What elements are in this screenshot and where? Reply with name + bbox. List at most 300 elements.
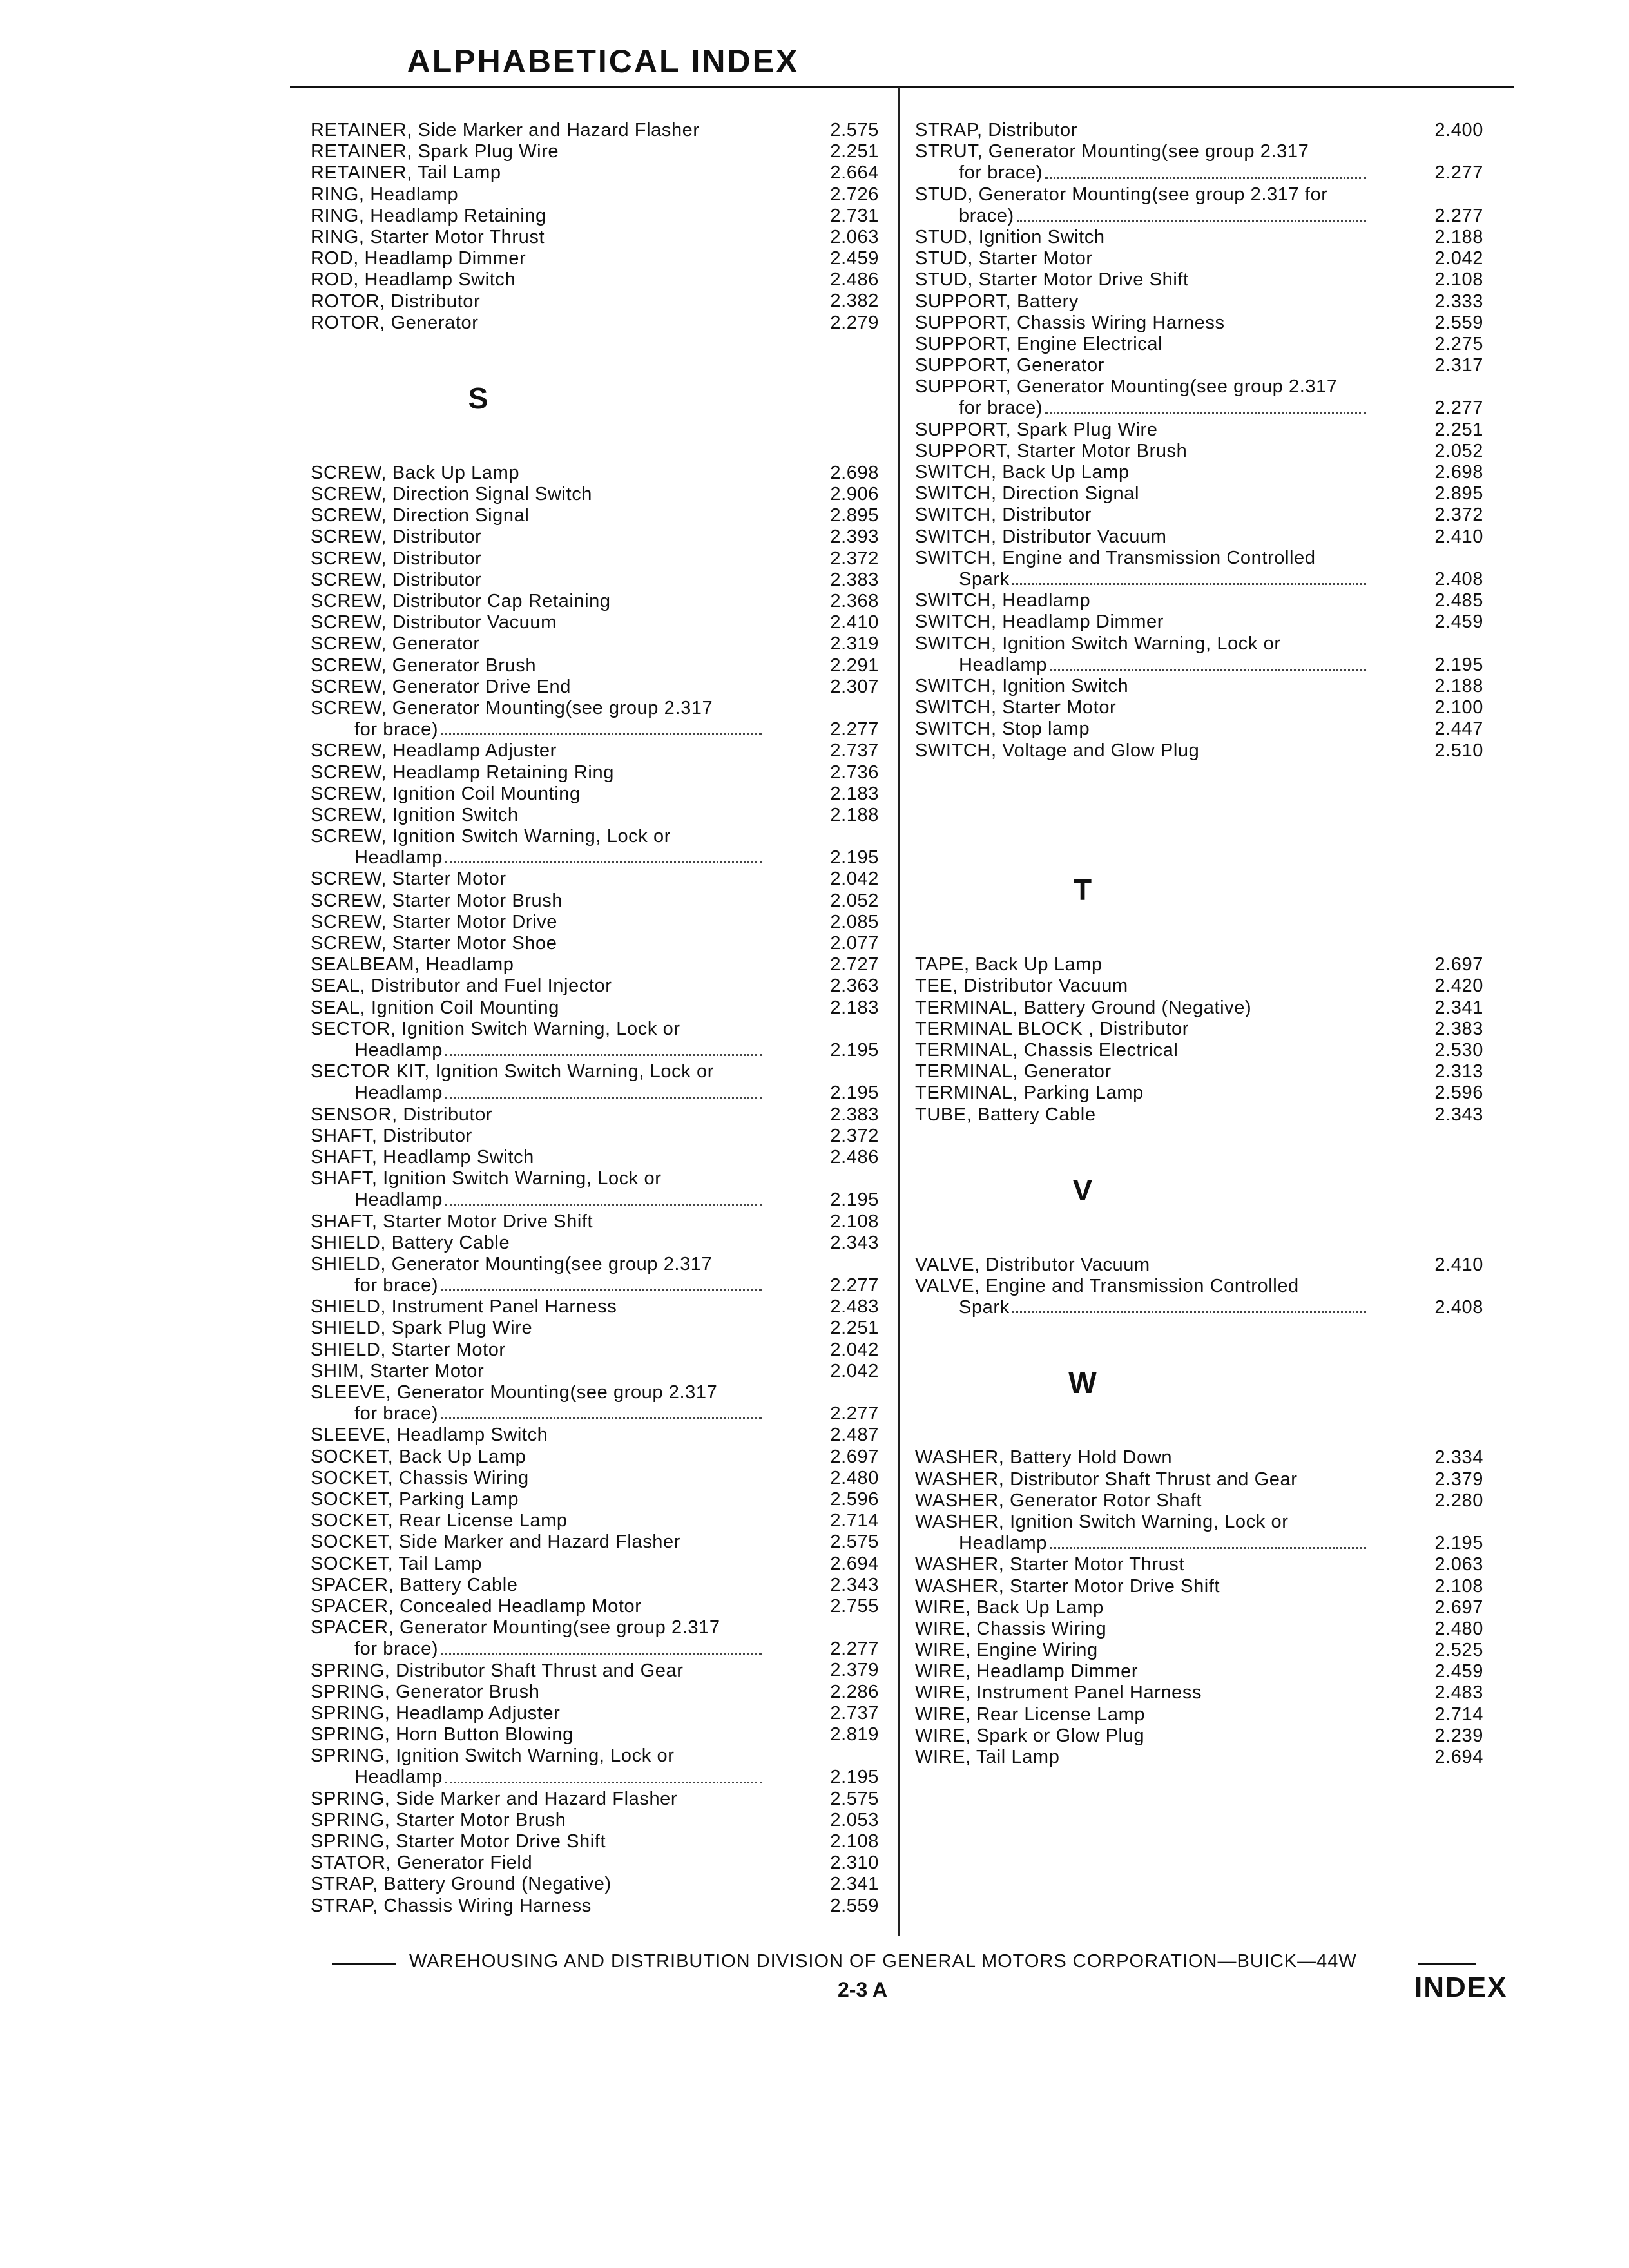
index-entry [311, 1575, 891, 1596]
page-reference: 2.694 [830, 1553, 879, 1574]
entry-text: SPACER, Generator Mounting(see group 2.317 [311, 1617, 720, 1639]
entry-text: SWITCH, Distributor [915, 505, 1092, 526]
page-reference: 2.486 [830, 1146, 879, 1168]
index-entry [915, 1019, 1495, 1040]
index-entry [311, 1340, 891, 1361]
entry-text: SUPPORT, Engine Electrical [915, 333, 1163, 354]
entry-text: SEAL, Ignition Coil Mounting [311, 997, 559, 1018]
index-entry [915, 269, 1495, 291]
page-reference: 2.559 [1434, 312, 1483, 333]
index-entry [311, 248, 891, 269]
entry-text: TERMINAL BLOCK , Distributor [915, 1018, 1190, 1039]
index-entry [915, 483, 1495, 505]
entry-text: SCREW, Generator Drive End [311, 676, 572, 697]
index-entry [915, 1704, 1495, 1725]
page-reference: 2.341 [1434, 997, 1483, 1018]
page-reference: 2.383 [1434, 1018, 1483, 1039]
index-entry [915, 248, 1495, 269]
entry-text: WIRE, Back Up Lamp [915, 1597, 1104, 1618]
entry-continuation: for brace) [354, 719, 439, 740]
page-reference: 2.195 [830, 1767, 879, 1788]
entry-text: SWITCH, Ignition Switch Warning, Lock or [915, 633, 1281, 654]
index-entry [311, 269, 891, 291]
index-entry [311, 890, 891, 912]
page-reference: 2.343 [830, 1574, 879, 1595]
page-reference: 2.343 [830, 1232, 879, 1253]
page-reference: 2.393 [830, 526, 879, 548]
entry-text: SCREW, Distributor Vacuum [311, 612, 557, 633]
entry-continuation: Headlamp [959, 654, 1047, 675]
entry-text: SPRING, Starter Motor Brush [311, 1809, 566, 1831]
index-entry [915, 227, 1495, 248]
page-reference: 2.485 [1434, 590, 1483, 611]
index-entry [311, 1318, 891, 1339]
entry-text: SUPPORT, Spark Plug Wire [915, 419, 1158, 440]
entry-text: WASHER, Starter Motor Drive Shift [915, 1575, 1220, 1597]
entry-text: SCREW, Starter Motor Brush [311, 890, 563, 911]
index-entry [915, 1447, 1495, 1468]
index-entry [311, 1810, 891, 1831]
page-reference: 2.343 [1434, 1104, 1483, 1125]
page-reference: 2.372 [1434, 505, 1483, 526]
page-reference: 2.697 [1434, 1597, 1483, 1618]
entry-text: SEALBEAM, Headlamp [311, 954, 514, 975]
index-entry [915, 291, 1495, 312]
page-reference: 2.559 [830, 1895, 879, 1916]
page-reference: 2.664 [830, 162, 879, 184]
page-reference: 2.596 [1434, 1082, 1483, 1104]
page-reference: 2.108 [1434, 269, 1483, 291]
section-letter: S [468, 381, 488, 415]
page-reference: 2.334 [1434, 1447, 1483, 1468]
entry-text: SHIELD, Generator Mounting(see group 2.317 [311, 1253, 713, 1274]
index-entry [915, 548, 1495, 590]
page-reference: 2.275 [1434, 333, 1483, 354]
page-reference: 2.239 [1434, 1725, 1483, 1746]
entry-text: SPRING, Starter Motor Drive Shift [311, 1831, 606, 1852]
index-entry [311, 141, 891, 162]
entry-continuation: for brace) [354, 1275, 439, 1296]
page-reference: 2.400 [1434, 119, 1483, 140]
index-entry [915, 611, 1495, 633]
entry-text: STUD, Starter Motor [915, 248, 1093, 269]
index-entry [311, 740, 891, 762]
index-entry [311, 1468, 891, 1489]
index-entry [311, 312, 891, 334]
dot-leaders [1050, 1547, 1366, 1549]
page-reference: 2.379 [1434, 1468, 1483, 1490]
index-entry [915, 1576, 1495, 1597]
index-entry [311, 1168, 891, 1211]
dot-leaders [441, 1289, 762, 1291]
index-entry [311, 120, 891, 141]
page-reference: 2.480 [830, 1467, 879, 1488]
index-entry [311, 1703, 891, 1724]
entry-text: RING, Starter Motor Thrust [311, 226, 545, 247]
entry-continuation: brace) [959, 205, 1014, 226]
index-entry [915, 1469, 1495, 1490]
entry-continuation: Headlamp [959, 1533, 1047, 1554]
dot-leaders [441, 1418, 762, 1419]
index-entry [311, 612, 891, 633]
page-reference: 2.100 [1434, 697, 1483, 718]
entry-text: WIRE, Tail Lamp [915, 1747, 1060, 1768]
entry-continuation: Headlamp [354, 1039, 443, 1061]
page-reference: 2.575 [830, 1788, 879, 1809]
page-reference: 2.410 [1434, 526, 1483, 547]
entry-text: SUPPORT, Generator [915, 355, 1104, 376]
index-entry [915, 1061, 1495, 1082]
entry-continuation: for brace) [354, 1403, 439, 1425]
page-reference: 2.372 [830, 548, 879, 569]
page-reference: 2.383 [830, 1104, 879, 1125]
entry-continuation: for brace) [959, 398, 1043, 419]
entry-text: SWITCH, Voltage and Glow Plug [915, 740, 1200, 761]
entry-text: SCREW, Ignition Switch Warning, Lock or [311, 826, 671, 847]
index-entry [311, 591, 891, 612]
page-reference: 2.042 [830, 1339, 879, 1360]
entry-continuation: Headlamp [354, 847, 443, 869]
entry-text: SPACER, Concealed Headlamp Motor [311, 1595, 642, 1617]
entry-text: ROD, Headlamp Switch [311, 269, 516, 291]
footer [332, 1951, 1492, 1977]
page-reference: 2.727 [830, 954, 879, 975]
entry-text: ROTOR, Generator [311, 312, 479, 333]
index-entry [311, 933, 891, 954]
section-letter: W [1068, 1366, 1097, 1400]
entry-text: RETAINER, Tail Lamp [311, 162, 501, 184]
entry-text: STUD, Generator Mounting(see group 2.317 for [915, 184, 1328, 205]
page-reference: 2.410 [1434, 1254, 1483, 1275]
entry-text: SOCKET, Parking Lamp [311, 1488, 519, 1510]
entry-continuation: for brace) [354, 1639, 439, 1660]
entry-text: WASHER, Distributor Shaft Thrust and Gear [915, 1468, 1298, 1490]
entry-text: WASHER, Starter Motor Thrust [915, 1554, 1185, 1575]
entry-text: SCREW, Headlamp Adjuster [311, 740, 557, 762]
page-reference: 2.819 [830, 1724, 879, 1745]
page-reference: 2.575 [830, 1532, 879, 1553]
entry-text: WASHER, Battery Hold Down [915, 1447, 1173, 1468]
entry-text: SWITCH, Direction Signal [915, 483, 1139, 505]
page-reference: 2.731 [830, 205, 879, 226]
page-reference: 2.408 [1434, 1297, 1483, 1318]
entry-text: SPACER, Battery Cable [311, 1574, 518, 1595]
page-reference: 2.183 [830, 783, 879, 804]
entry-text: WIRE, Engine Wiring [915, 1640, 1098, 1661]
page-reference: 2.277 [1434, 205, 1483, 226]
index-entry [915, 1661, 1495, 1682]
index-entry [311, 1532, 891, 1553]
index-entry [311, 1852, 891, 1874]
entry-text: TERMINAL, Parking Lamp [915, 1082, 1144, 1104]
page-reference: 2.420 [1434, 975, 1483, 997]
index-entry [311, 826, 891, 869]
index-entry [311, 698, 891, 740]
page-reference: 2.480 [1434, 1618, 1483, 1639]
page-reference: 2.459 [830, 248, 879, 269]
page-reference: 2.410 [830, 612, 879, 633]
title-rule [290, 86, 1514, 88]
section-letter: V [1072, 1173, 1093, 1207]
index-entry [311, 1745, 891, 1788]
index-entry [915, 1104, 1495, 1126]
index-entry [311, 1296, 891, 1318]
entry-text: RING, Headlamp [311, 184, 459, 205]
index-entry [311, 463, 891, 484]
page-reference: 2.307 [830, 676, 879, 697]
index-entry [311, 227, 891, 248]
index-entry [311, 1104, 891, 1126]
index-entry [915, 633, 1495, 676]
dot-leaders [441, 733, 762, 735]
entry-text: SHIELD, Battery Cable [311, 1232, 510, 1253]
page-reference: 2.195 [830, 1082, 879, 1104]
entry-text: SCREW, Ignition Coil Mounting [311, 783, 581, 804]
entry-text: SCREW, Generator Brush [311, 655, 537, 676]
index-entry [311, 1617, 891, 1660]
entry-text: SCREW, Distributor [311, 526, 482, 548]
entry-text: SOCKET, Chassis Wiring [311, 1467, 529, 1488]
page-reference: 2.188 [830, 804, 879, 825]
index-entry [311, 1061, 891, 1104]
page-reference: 2.077 [830, 933, 879, 954]
page-reference: 2.291 [830, 655, 879, 676]
column-divider [898, 87, 900, 1936]
page-reference: 2.317 [1434, 355, 1483, 376]
index-entry [311, 548, 891, 570]
entry-text: SHIELD, Instrument Panel Harness [311, 1296, 617, 1318]
index-entry [311, 1682, 891, 1703]
index-entry [915, 505, 1495, 526]
page-reference: 2.277 [830, 719, 879, 740]
entry-text: SWITCH, Headlamp [915, 590, 1091, 611]
index-entry [915, 975, 1495, 997]
entry-text: SLEEVE, Generator Mounting(see group 2.317 [311, 1382, 718, 1403]
page-reference: 2.525 [1434, 1640, 1483, 1661]
index-entry [915, 954, 1495, 975]
entry-continuation: for brace) [959, 162, 1043, 184]
dot-leaders [1012, 1311, 1366, 1313]
page-reference: 2.195 [1434, 1533, 1483, 1554]
page-reference: 2.459 [1434, 611, 1483, 633]
index-entry [311, 1789, 891, 1810]
page-reference: 2.487 [830, 1425, 879, 1446]
page-reference: 2.319 [830, 633, 879, 655]
entry-text: VALVE, Distributor Vacuum [915, 1254, 1150, 1275]
index-entry [915, 590, 1495, 611]
page-reference: 2.251 [830, 1318, 879, 1339]
dot-leaders [445, 1054, 762, 1056]
page-reference: 2.042 [830, 1360, 879, 1381]
page-reference: 2.368 [830, 590, 879, 611]
entry-text: SOCKET, Back Up Lamp [311, 1446, 526, 1467]
entry-text: WIRE, Instrument Panel Harness [915, 1682, 1202, 1704]
entry-text: SWITCH, Engine and Transmission Controlled [915, 547, 1316, 568]
index-entry [915, 1725, 1495, 1747]
page-reference: 2.052 [830, 890, 879, 911]
entry-text: SCREW, Distributor [311, 548, 482, 569]
entry-text: SPRING, Headlamp Adjuster [311, 1702, 561, 1724]
index-entry [311, 1126, 891, 1147]
page-reference: 2.277 [830, 1639, 879, 1660]
page-reference: 2.736 [830, 762, 879, 783]
page-reference: 2.447 [1434, 718, 1483, 740]
page-reference: 2.108 [830, 1211, 879, 1232]
index-entry [311, 1874, 891, 1895]
entry-text: STRAP, Battery Ground (Negative) [311, 1874, 612, 1895]
entry-text: SCREW, Ignition Switch [311, 804, 519, 825]
spacer [915, 762, 1495, 826]
index-entry [311, 291, 891, 312]
page-reference: 2.755 [830, 1595, 879, 1617]
page-reference: 2.483 [1434, 1682, 1483, 1704]
entry-text: RETAINER, Spark Plug Wire [311, 141, 559, 162]
entry-text: SWITCH, Back Up Lamp [915, 462, 1130, 483]
page-reference: 2.341 [830, 1874, 879, 1895]
entry-text: WASHER, Ignition Switch Warning, Lock or [915, 1511, 1289, 1532]
entry-text: SCREW, Direction Signal Switch [311, 484, 593, 505]
page-reference: 2.042 [830, 869, 879, 890]
page-reference: 2.596 [830, 1488, 879, 1510]
index-entry [915, 120, 1495, 141]
entry-text: TERMINAL, Chassis Electrical [915, 1040, 1179, 1061]
entry-text: SOCKET, Rear License Lamp [311, 1510, 568, 1532]
page-reference: 2.251 [1434, 419, 1483, 440]
entry-text: SUPPORT, Battery [915, 291, 1079, 312]
entry-text: SPRING, Generator Brush [311, 1681, 540, 1702]
entry-continuation: Spark [959, 1297, 1010, 1318]
index-entry [311, 975, 891, 997]
index-entry [915, 1512, 1495, 1554]
index-entry [311, 1425, 891, 1446]
index-entry [915, 1490, 1495, 1512]
entry-text: SCREW, Back Up Lamp [311, 462, 520, 483]
dot-leaders [1045, 412, 1366, 414]
page-reference: 2.694 [1434, 1747, 1483, 1767]
footer-dash-left [332, 1963, 396, 1965]
index-entry [311, 1382, 891, 1425]
index-entry [915, 1276, 1495, 1318]
entry-text: SWITCH, Stop lamp [915, 718, 1090, 740]
footer-text: WAREHOUSING AND DISTRIBUTION DIVISION OF GENERAL MOTORS CORPORATION—BUICK—44W [409, 1951, 1357, 1972]
entry-text: SWITCH, Headlamp Dimmer [915, 611, 1164, 633]
entry-text: SOCKET, Tail Lamp [311, 1553, 482, 1574]
index-entry [915, 184, 1495, 227]
index-entry [915, 462, 1495, 483]
index-entry [311, 677, 891, 698]
page-reference: 2.188 [1434, 675, 1483, 697]
footer-dash-right [1418, 1963, 1476, 1965]
index-entry [311, 1489, 891, 1510]
index-entry [311, 1254, 891, 1296]
entry-text: SOCKET, Side Marker and Hazard Flasher [311, 1532, 681, 1553]
entry-text: STRUT, Generator Mounting(see group 2.317 [915, 141, 1309, 162]
entry-text: RING, Headlamp Retaining [311, 205, 546, 226]
index-entry [311, 505, 891, 526]
index-entry [311, 805, 891, 826]
page-reference: 2.280 [1434, 1490, 1483, 1511]
page-reference: 2.906 [830, 484, 879, 505]
page-reference: 2.277 [1434, 398, 1483, 419]
index-entry [311, 484, 891, 505]
index-entry [915, 676, 1495, 697]
page-reference: 2.575 [830, 119, 879, 140]
index-entry [311, 184, 891, 206]
index-entry [915, 526, 1495, 548]
index-entry [311, 1896, 891, 1917]
page-reference: 2.277 [1434, 162, 1483, 184]
dot-leaders [445, 1097, 762, 1099]
index-entry [311, 1361, 891, 1382]
index-entry [311, 1446, 891, 1468]
entry-text: TUBE, Battery Cable [915, 1104, 1096, 1125]
page-reference: 2.737 [830, 1702, 879, 1724]
page-reference: 2.108 [830, 1831, 879, 1852]
page-reference: 2.195 [830, 1039, 879, 1061]
index-entry [311, 1724, 891, 1745]
entry-text: ROD, Headlamp Dimmer [311, 248, 526, 269]
index-entry [915, 1254, 1495, 1276]
index-entry [311, 1596, 891, 1617]
page-reference: 2.510 [1434, 740, 1483, 761]
left-index-column [311, 120, 891, 1917]
page-reference: 2.313 [1434, 1061, 1483, 1082]
dot-leaders [445, 1204, 762, 1206]
index-entry [915, 141, 1495, 184]
page-reference: 2.286 [830, 1681, 879, 1702]
page-reference: 2.310 [830, 1852, 879, 1874]
page-reference: 2.277 [830, 1403, 879, 1425]
index-entry [311, 1660, 891, 1682]
page-reference: 2.714 [1434, 1704, 1483, 1725]
page-reference: 2.895 [1434, 483, 1483, 505]
page-reference: 2.459 [1434, 1661, 1483, 1682]
entry-text: TAPE, Back Up Lamp [915, 954, 1103, 975]
entry-text: SHAFT, Starter Motor Drive Shift [311, 1211, 593, 1232]
entry-text: SPRING, Ignition Switch Warning, Lock or [311, 1745, 675, 1767]
entry-text: WIRE, Chassis Wiring [915, 1618, 1107, 1639]
entry-text: SHIELD, Spark Plug Wire [311, 1318, 533, 1339]
index-entry [915, 312, 1495, 334]
entry-text: TEE, Distributor Vacuum [915, 975, 1128, 997]
page-reference: 2.483 [830, 1296, 879, 1318]
page-reference: 2.052 [1434, 440, 1483, 461]
entry-text: SECTOR KIT, Ignition Switch Warning, Lock or [311, 1061, 714, 1082]
index-entry [311, 1510, 891, 1532]
index-entry [311, 1553, 891, 1575]
entry-text: TERMINAL, Battery Ground (Negative) [915, 997, 1252, 1018]
index-entry [311, 762, 891, 783]
index-entry [915, 334, 1495, 355]
page-reference: 2.726 [830, 184, 879, 205]
entry-continuation: Headlamp [354, 1189, 443, 1211]
index-entry [311, 1233, 891, 1254]
entry-text: SHAFT, Headlamp Switch [311, 1146, 534, 1168]
page-reference: 2.195 [830, 1189, 879, 1211]
entry-text: SECTOR, Ignition Switch Warning, Lock or [311, 1018, 680, 1039]
entry-text: SCREW, Generator Mounting(see group 2.317 [311, 697, 713, 718]
entry-text: SCREW, Distributor Cap Retaining [311, 591, 611, 611]
index-entry [915, 697, 1495, 718]
dot-leaders [1012, 583, 1366, 585]
page-reference: 2.195 [830, 847, 879, 869]
index-entry [915, 1597, 1495, 1619]
page-reference: 2.697 [830, 1446, 879, 1467]
entry-text: SCREW, Distributor [311, 569, 482, 590]
page-reference: 2.183 [830, 997, 879, 1018]
index-entry [915, 419, 1495, 441]
dot-leaders [1045, 177, 1366, 179]
